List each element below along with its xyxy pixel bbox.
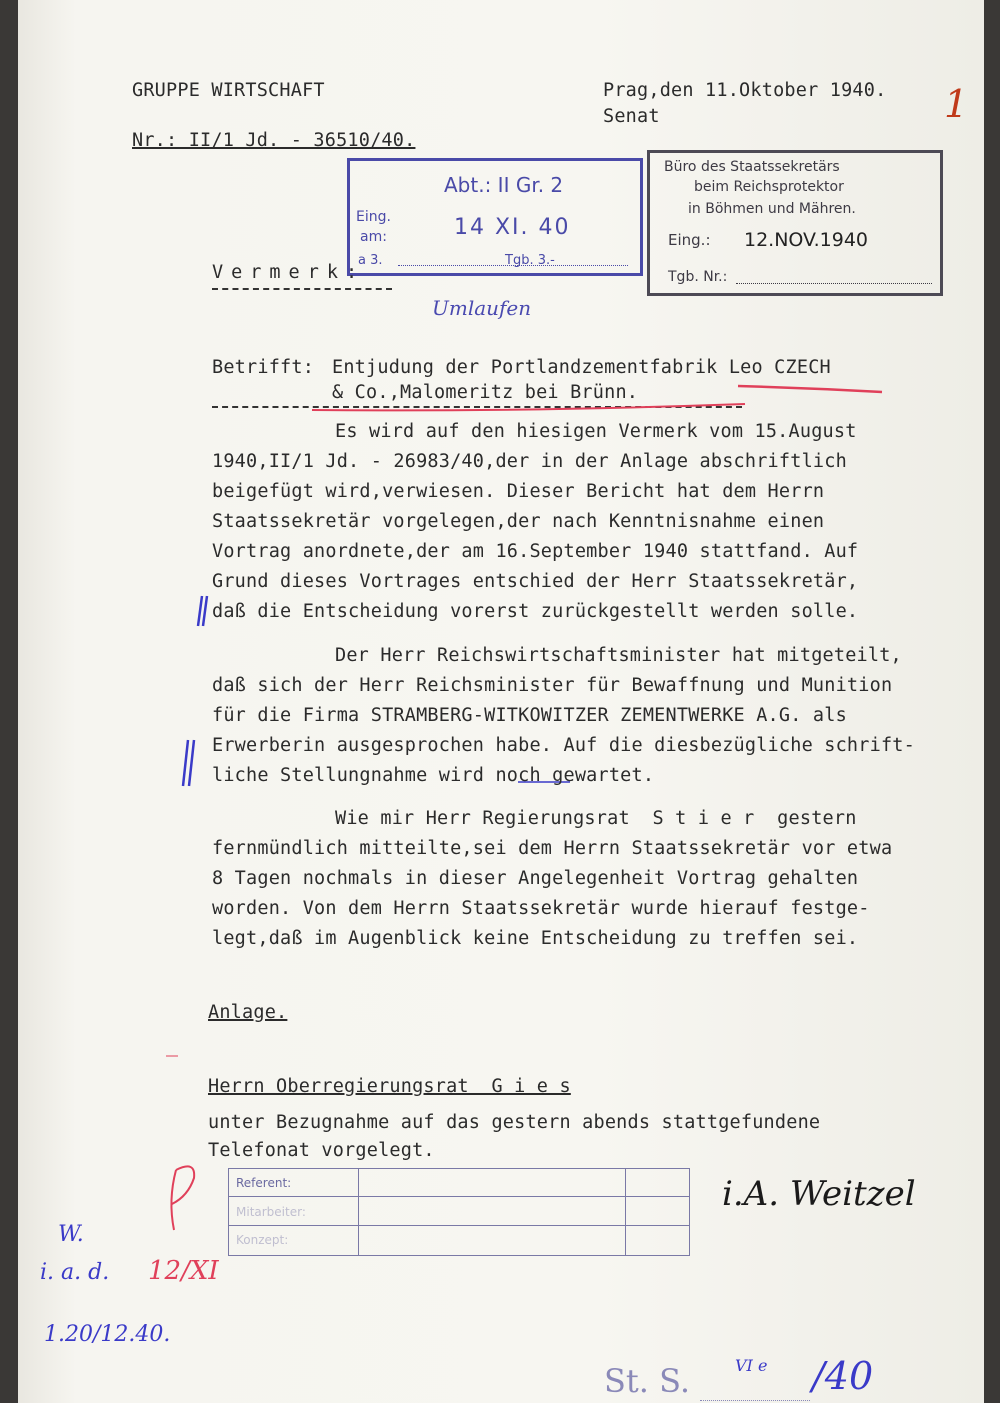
red-underline-czech xyxy=(738,386,882,392)
bottom-stamp-st-s: St. S. xyxy=(604,1362,691,1400)
stamp-left-code: a 3. xyxy=(358,253,383,268)
senat-label: Senat xyxy=(603,106,660,127)
closing-line-1: unter Bezugnahme auf das gestern abends stattgefundene xyxy=(208,1112,821,1133)
stamp-office-line1: Büro des Staatssekretärs xyxy=(664,159,840,175)
subject-line-1: Entjudung der Portlandzementfabrik Leo CZECH xyxy=(332,357,831,378)
para3-line5: legt,daß im Augenblick keine Entscheidung zu treffen sei. xyxy=(212,928,859,949)
margin-note-w: W. xyxy=(58,1222,84,1247)
para2-line3: für die Firma STRAMBERG-WITKOWITZER ZEMENTWERKE A.G. als xyxy=(212,705,847,726)
margin-note-iad: i. a. d. xyxy=(40,1260,110,1285)
stamp-office-line2: beim Reichsprotektor xyxy=(694,179,844,195)
para1-line1: Es wird auf den hiesigen Vermerk vom 15.August xyxy=(335,421,857,442)
routing-row-divider-1 xyxy=(228,1196,690,1197)
bottom-stamp-year: /40 xyxy=(812,1354,874,1398)
para1-line3: beigefügt wird,verwiesen. Dieser Bericht hat dem Herrn xyxy=(212,481,825,502)
reference-number: Nr.: II/1 Jd. - 36510/40. xyxy=(132,130,416,151)
stamp-am-label: am: xyxy=(360,229,387,245)
page-number-mark: 1 xyxy=(944,82,969,126)
para3-line3: 8 Tagen nochmals in dieser Angelegenheit Vortrag gehalten xyxy=(212,868,859,889)
department-heading: GRUPPE WIRTSCHAFT xyxy=(132,80,325,101)
closing-line-2: Telefonat vorgelegt. xyxy=(208,1140,435,1161)
stamp-tgb-nr: Tgb. Nr.: xyxy=(668,269,728,285)
para1-line2: 1940,II/1 Jd. - 26983/40,der in der Anlage abschriftlich xyxy=(212,451,847,472)
margin-note-red-date: 12/XI xyxy=(148,1256,219,1286)
red-margin-scribble xyxy=(171,1166,194,1230)
margin-note-date: 1.20/12.40. xyxy=(44,1322,171,1347)
routing-row-divider-2 xyxy=(228,1225,690,1226)
stamp-abt-line: Abt.: II Gr. 2 xyxy=(444,173,564,197)
routing-row3-label: Konzept: xyxy=(236,1233,289,1247)
signature: i.A. Weitzel xyxy=(722,1174,916,1214)
para1-line7: daß die Entscheidung vorerst zurückgestellt werden solle. xyxy=(212,601,859,622)
para2-line4: Erwerberin ausgesprochen habe. Auf die diesbezügliche schrift- xyxy=(212,735,915,756)
stamp-eing-label: Eing. xyxy=(356,209,391,225)
para1-line6: Grund dieses Vortrages entschied der Herr Staatssekretär, xyxy=(212,571,859,592)
place-date: Prag,den 11.Oktober 1940. xyxy=(603,80,887,101)
handwritten-umlaufen: Umlaufen xyxy=(432,296,532,320)
stamp-tgb-label: Tgb. 3.- xyxy=(505,253,555,268)
stamp-received-date: 12.NOV.1940 xyxy=(744,229,868,251)
para3-line1: Wie mir Herr Regierungsrat S t i e r gestern xyxy=(335,808,857,829)
memo-heading: Vermerk: xyxy=(212,262,366,283)
addressee: Herrn Oberregierungsrat G i e s xyxy=(208,1076,571,1097)
bottom-stamp-dotted xyxy=(700,1400,810,1401)
enclosure-label: Anlage. xyxy=(208,1002,288,1023)
subject-line-2: & Co.,Malomeritz bei Brünn. xyxy=(332,382,639,403)
para3-line4: worden. Von dem Herrn Staatssekretär wurde hierauf festge- xyxy=(212,898,870,919)
para3-line2: fernmündlich mitteilte,sei dem Herrn Staatssekretär vor etwa xyxy=(212,838,893,859)
routing-referent-label: Referent: xyxy=(236,1176,292,1190)
para1-line5: Vortrag anordnete,der am 16.September 1940 stattfand. Auf xyxy=(212,541,859,562)
para2-line2: daß sich der Herr Reichsminister für Bewaffnung und Munition xyxy=(212,675,893,696)
stamp-office-line3: in Böhmen und Mähren. xyxy=(688,201,856,217)
stamp-abt-date: 14 XI. 40 xyxy=(454,215,571,240)
blue-margin-mark-1 xyxy=(198,596,207,626)
red-underline-subject xyxy=(312,404,745,410)
stamp-eing-label-2: Eing.: xyxy=(668,231,711,249)
para2-line5: liche Stellungnahme wird noch gewartet. xyxy=(212,765,655,786)
para2-line1: Der Herr Reichswirtschaftsminister hat mitgeteilt, xyxy=(335,645,902,666)
para1-line4: Staatssekretär vorgelegen,der nach Kenntnisnahme einen xyxy=(212,511,825,532)
blue-margin-mark-2 xyxy=(183,740,194,786)
routing-col-divider-1 xyxy=(358,1168,359,1256)
routing-row2-label: Mitarbeiter: xyxy=(236,1205,306,1219)
bottom-stamp-code: VI e xyxy=(735,1356,768,1375)
subject-label: Betrifft: xyxy=(212,357,315,378)
routing-col-divider-2 xyxy=(625,1168,626,1256)
